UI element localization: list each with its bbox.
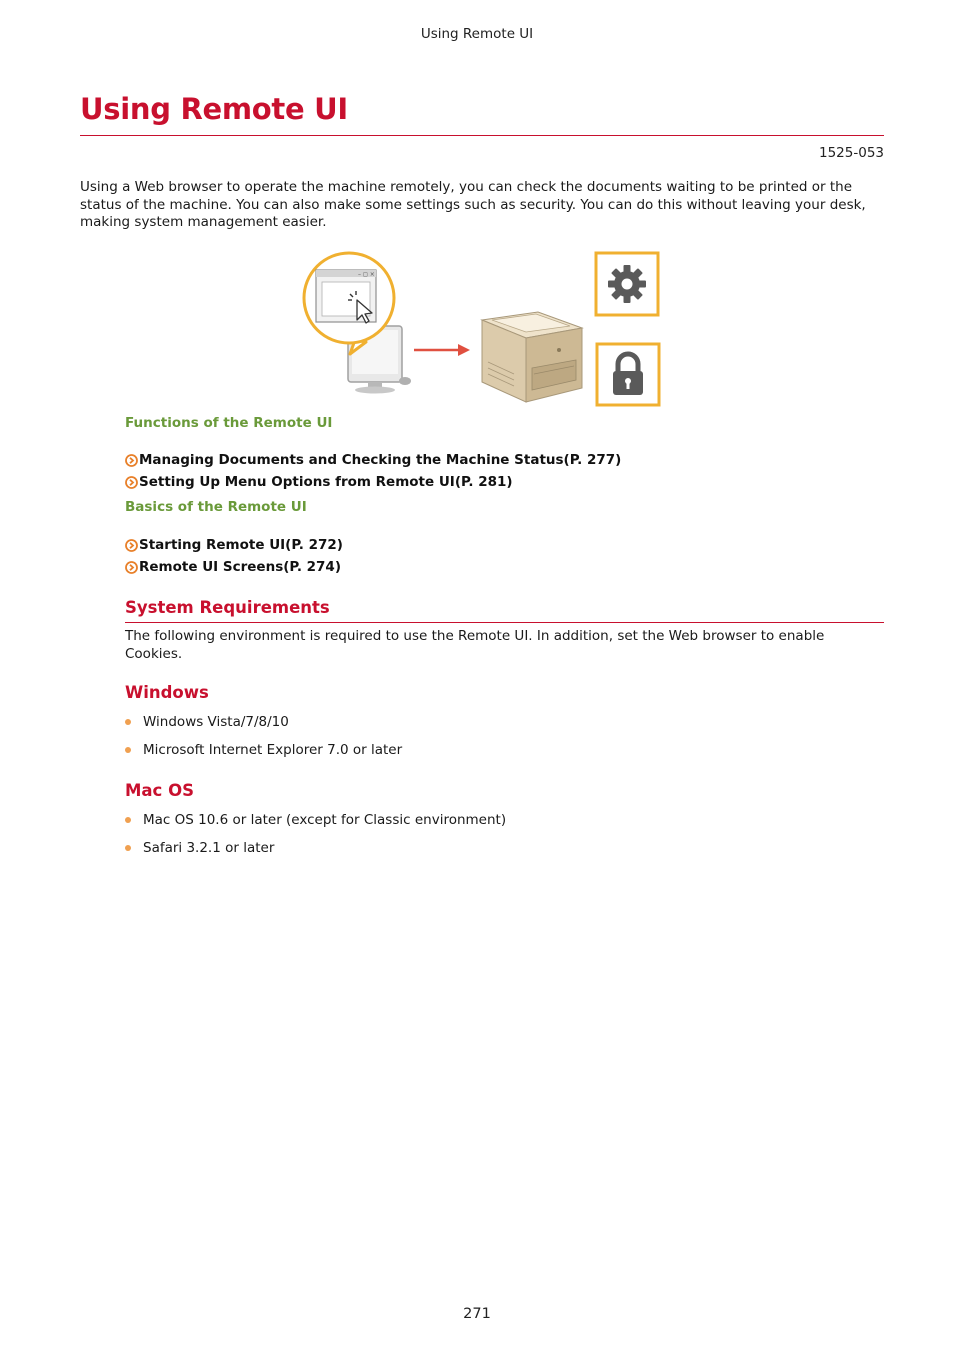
bullet-icon	[125, 747, 131, 753]
list-item	[125, 742, 402, 758]
list-item-text: Windows Vista/7/8/10	[143, 714, 289, 730]
page-title: Using Remote UI	[80, 92, 348, 126]
section-rule	[125, 622, 884, 623]
list-item	[125, 714, 289, 730]
link-arrow-icon	[125, 539, 138, 552]
functions-heading: Functions of the Remote UI	[125, 415, 333, 431]
link-arrow-icon	[125, 454, 138, 467]
bullet-icon	[125, 719, 131, 725]
list-item-text: Safari 3.2.1 or later	[143, 840, 275, 856]
svg-text:– ◻ ×: – ◻ ×	[358, 271, 375, 278]
remote-ui-illustration	[300, 250, 662, 408]
printer-icon	[482, 312, 582, 402]
link-starting-remote-ui[interactable]	[125, 537, 343, 553]
system-requirements-text: The following environment is required to use the Remote UI. In addition, set the Web browser to enable Cookies.	[125, 628, 825, 662]
link-arrow-icon	[125, 561, 138, 574]
arrow-right-icon	[414, 344, 470, 356]
bullet-icon	[125, 845, 131, 851]
list-item-text: Mac OS 10.6 or later (except for Classic environment)	[143, 812, 507, 828]
mac-os-heading: Mac OS	[125, 781, 194, 800]
list-item	[125, 812, 506, 828]
title-rule	[80, 135, 884, 136]
bullet-icon	[125, 817, 131, 823]
link-arrow-icon	[125, 476, 138, 489]
list-item-text: Microsoft Internet Explorer 7.0 or later	[143, 742, 403, 758]
document-id: 1525-053	[819, 145, 884, 161]
link-managing-documents[interactable]	[125, 452, 621, 468]
link-remote-ui-screens[interactable]	[125, 559, 341, 575]
intro-paragraph: Using a Web browser to operate the machine remotely, you can check the documents waiting to be printed or the status of the machine. You can also make some settings such as security. You can do this without leaving your desk, making system management easier.	[80, 179, 866, 231]
link-label: Remote UI Screens(P. 274)	[139, 559, 341, 575]
link-label: Starting Remote UI(P. 272)	[139, 537, 343, 553]
list-item	[125, 840, 274, 856]
running-header: Using Remote UI	[420, 26, 534, 42]
basics-heading: Basics of the Remote UI	[125, 499, 307, 515]
link-label: Setting Up Menu Options from Remote UI(P. 281)	[139, 474, 513, 490]
gear-icon	[596, 253, 658, 315]
windows-heading: Windows	[125, 683, 209, 702]
link-setting-up-menu[interactable]	[125, 474, 513, 490]
page-number: 271	[463, 1306, 491, 1322]
link-label: Managing Documents and Checking the Machine Status(P. 277)	[139, 452, 622, 468]
padlock-icon	[597, 344, 659, 405]
system-requirements-heading: System Requirements	[125, 598, 330, 617]
